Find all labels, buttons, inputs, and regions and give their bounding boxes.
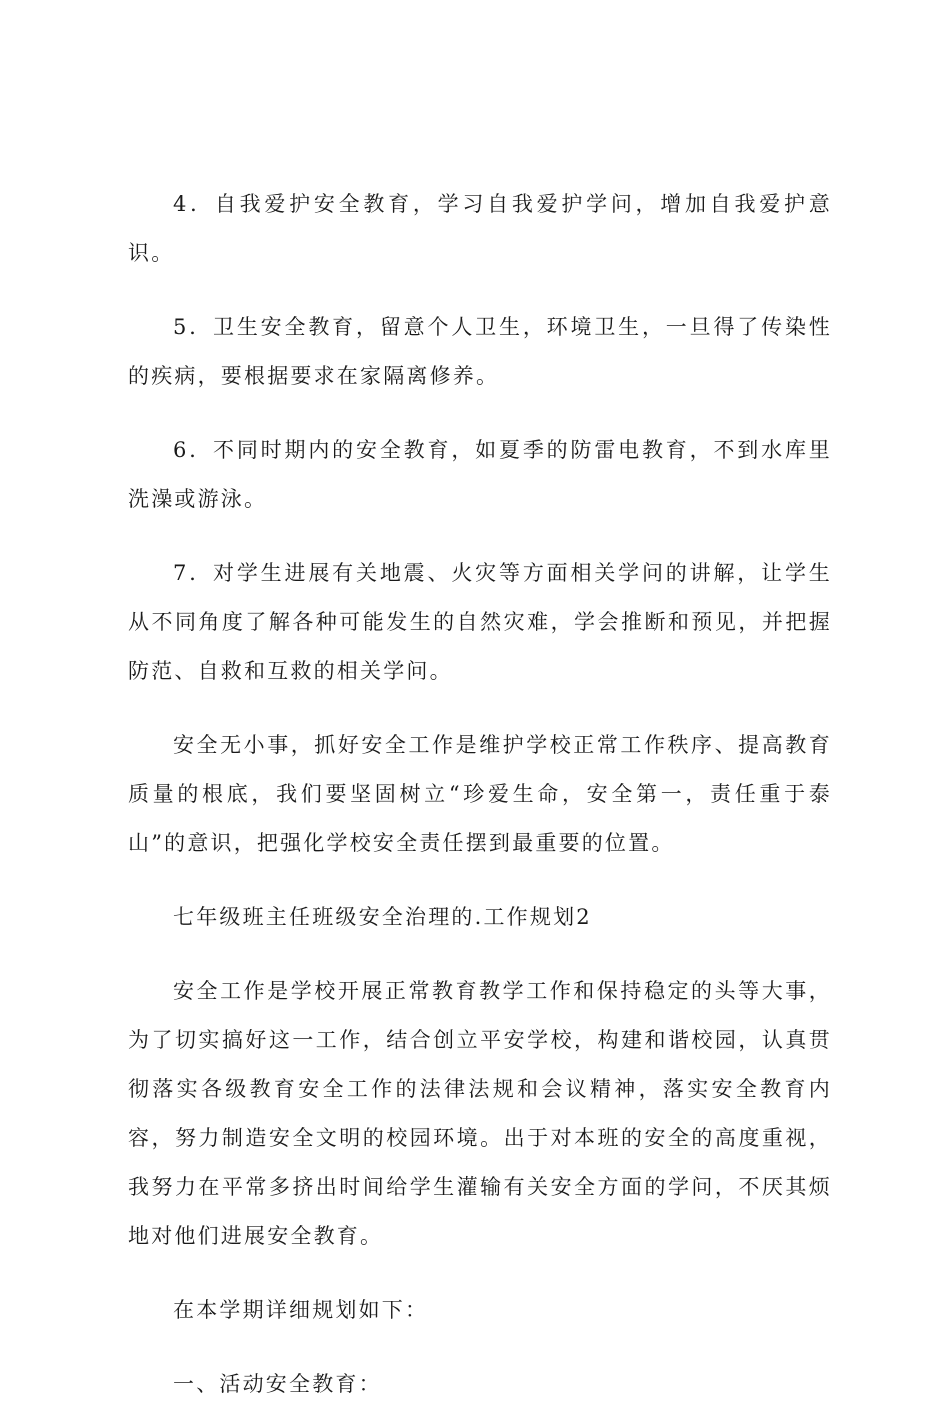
paragraph-intro: 安全工作是学校开展正常教育教学工作和保持稳定的头等大事，为了切实搞好这一工作，结合创立平安学校，构建和谐校园，认真贯彻落实各级教育安全工作的法律法规和会议精神，落实安全教育内容，努力制造安全文明的校园环境。出于对本班的安全的高度重视，我努力在平常多挤出时间给学生灌输有关安全方面的学问，不厌其烦地对他们进展安全教育。 <box>128 979 832 1248</box>
paragraph-summary: 安全无小事，抓好安全工作是维护学校正常工作秩序、提高教育质量的根底，我们要坚固树立“珍爱生命，安全第一，责任重于泰山”的意识，把强化学校安全责任摆到最重要的位置。 <box>128 733 832 855</box>
subsection-heading: 一、活动安全教育： <box>173 1372 382 1396</box>
paragraph-item-4: 4．自我爱护安全教育，学习自我爱护学问，增加自我爱护意识。 <box>128 192 832 265</box>
paragraph-plan-lead: 在本学期详细规划如下： <box>173 1298 429 1322</box>
paragraph-item-7: 7．对学生进展有关地震、火灾等方面相关学问的讲解，让学生从不同角度了解各种可能发生的自然灾难，学会推断和预见，并把握防范、自救和互救的相关学问。 <box>128 561 832 683</box>
paragraph-item-5: 5．卫生安全教育，留意个人卫生，环境卫生，一旦得了传染性的疾病，要根据要求在家隔离修养。 <box>128 315 832 388</box>
document-body <box>128 180 832 1409</box>
section-heading: 七年级班主任班级安全治理的.工作规划2 <box>173 905 592 929</box>
paragraph-item-6: 6．不同时期内的安全教育，如夏季的防雷电教育，不到水库里洗澡或游泳。 <box>128 438 832 511</box>
